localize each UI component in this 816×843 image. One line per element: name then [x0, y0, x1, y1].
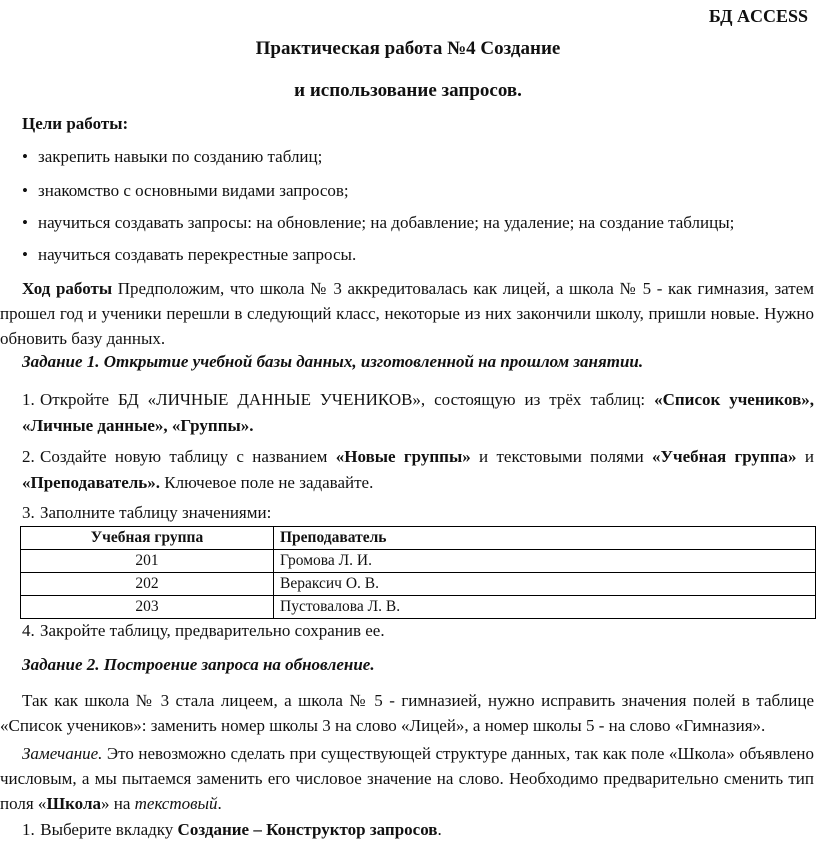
bullet-icon: •	[22, 213, 28, 232]
goals-heading: Цели работы:	[22, 114, 129, 133]
task1-step3: 3. Заполните таблицу значениями:	[22, 503, 272, 522]
goal-item: • научиться создавать перекрестные запросы.	[22, 244, 812, 267]
column-header: Учебная группа	[21, 527, 274, 550]
goal-item: • закрепить навыки по созданию таблиц;	[22, 146, 812, 169]
groups-table	[20, 526, 816, 619]
table-cell: 203	[21, 596, 274, 619]
table-row	[21, 573, 816, 596]
page-title-line1: Практическая работа №4 Создание	[255, 38, 561, 59]
goal-item: • знакомство с основными видами запросов;	[22, 180, 812, 203]
task1-step2: 2. Создайте новую таблицу с названием «Новые группы» и текстовыми полями «Учебная группа» и «Преподаватель». Ключевое поле не задавайте.	[22, 447, 814, 492]
bullet-icon: •	[22, 181, 28, 200]
task1-step4: 4. Закройте таблицу, предварительно сохранив ее.	[22, 621, 385, 640]
goal-item: • научиться создавать запросы: на обновление; на добавление; на удаление; на создание таблицы;	[22, 212, 812, 235]
table-cell: 201	[21, 550, 274, 573]
column-header: Преподаватель	[274, 527, 816, 550]
header-tag: БД ACCESS	[708, 6, 808, 26]
table-cell: Громова Л. И.	[274, 550, 816, 573]
task2-step1: 1. Выберите вкладку Создание – Конструктор запросов.	[22, 820, 442, 839]
task1-title: Задание 1. Открытие учебной базы данных, изготовленной на прошлом занятии.	[22, 352, 644, 371]
table-row	[21, 596, 816, 619]
table-header-row	[21, 527, 816, 550]
task2-paragraph: Так как школа № 3 стала лицеем, а школа № 5 - гимназией, нужно исправить значения полей в таблице «Список учеников»: заменить номер школы 3 на слово «Лицей», а номер школы 5 - на слово «Гимназия».	[0, 691, 814, 735]
table-cell: Вераксич О. В.	[274, 573, 816, 596]
bullet-icon: •	[22, 245, 28, 264]
table-cell: Пустовалова Л. В.	[274, 596, 816, 619]
table-row	[21, 550, 816, 573]
bullet-icon: •	[22, 147, 28, 166]
page-title-line2: и использование запросов.	[294, 80, 522, 101]
task2-title: Задание 2. Построение запроса на обновление.	[22, 655, 375, 674]
table-cell: 202	[21, 573, 274, 596]
course-paragraph: Ход работы Предположим, что школа № 3 аккредитовалась как лицей, а школа № 5 - как гимназия, затем прошел год и ученики перешли в следующий класс, некоторые из них закончили школу, пришли новые. Нужно обновить базу данных.	[0, 279, 814, 348]
task2-note: Замечание. Это невозможно сделать при существующей структуре данных, так как поле «Школа» объявлено числовым, а мы пытаемся заменить его числовое значение на слово. Необходимо предварительно сменить тип поля «Школа» на текстовый.	[0, 744, 814, 813]
task1-step1: 1. Откройте БД «ЛИЧНЫЕ ДАННЫЕ УЧЕНИКОВ», состоящую из трёх таблиц: «Список учеников», «Личные данные», «Группы».	[22, 390, 814, 435]
